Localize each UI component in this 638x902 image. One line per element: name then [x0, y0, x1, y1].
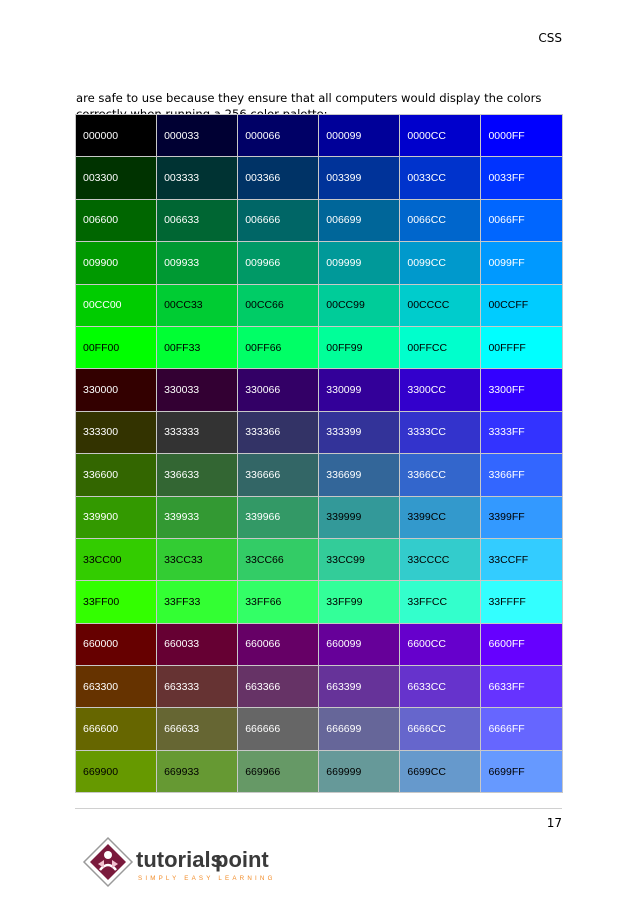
color-swatch-cell: 669999: [319, 750, 400, 792]
color-swatch-cell: 333399: [319, 411, 400, 453]
color-swatch-cell: 6633FF: [481, 666, 562, 708]
color-swatch-cell: 003399: [319, 157, 400, 199]
color-swatch-cell: 663366: [238, 666, 319, 708]
color-swatch-cell: 006633: [157, 199, 238, 241]
color-swatch-cell: 33FF33: [157, 581, 238, 623]
color-swatch-cell: 00CCCC: [400, 284, 481, 326]
color-swatch-cell: 660066: [238, 623, 319, 665]
color-swatch-cell: 33CCCC: [400, 538, 481, 580]
color-swatch-cell: 336666: [238, 454, 319, 496]
color-swatch-cell: 00FF99: [319, 326, 400, 368]
color-swatch-cell: 3366FF: [481, 454, 562, 496]
color-swatch-cell: 33CC33: [157, 538, 238, 580]
color-swatch-cell: 0033FF: [481, 157, 562, 199]
color-swatch-cell: 6666CC: [400, 708, 481, 750]
color-swatch-cell: 660099: [319, 623, 400, 665]
color-swatch-cell: 339900: [76, 496, 157, 538]
color-swatch-cell: 336699: [319, 454, 400, 496]
color-swatch-cell: 663333: [157, 666, 238, 708]
color-swatch-cell: 00FF66: [238, 326, 319, 368]
footer-rule: [75, 808, 562, 809]
color-swatch-cell: 000033: [157, 115, 238, 157]
color-swatch-cell: 666633: [157, 708, 238, 750]
color-swatch-cell: 33FF99: [319, 581, 400, 623]
color-swatch-cell: 0033CC: [400, 157, 481, 199]
palette-row: [76, 581, 563, 623]
color-swatch-cell: 00FFCC: [400, 326, 481, 368]
palette-row: [76, 538, 563, 580]
color-swatch-cell: 3366CC: [400, 454, 481, 496]
color-swatch-cell: 669900: [76, 750, 157, 792]
color-palette-table: [75, 114, 563, 793]
color-swatch-cell: 33CC66: [238, 538, 319, 580]
color-swatch-cell: 0066FF: [481, 199, 562, 241]
color-swatch-cell: 0099CC: [400, 242, 481, 284]
color-swatch-cell: 6600FF: [481, 623, 562, 665]
color-swatch-cell: 33FF66: [238, 581, 319, 623]
color-swatch-cell: 339966: [238, 496, 319, 538]
color-swatch-cell: 666600: [76, 708, 157, 750]
color-swatch-cell: 336600: [76, 454, 157, 496]
page-number: 17: [546, 816, 562, 830]
palette-row: [76, 242, 563, 284]
logo-brand-secondary: point: [215, 847, 269, 872]
color-swatch-cell: 33CC99: [319, 538, 400, 580]
color-swatch-cell: 330033: [157, 369, 238, 411]
color-swatch-cell: 3300FF: [481, 369, 562, 411]
palette-row: [76, 157, 563, 199]
palette-row: [76, 284, 563, 326]
color-swatch-cell: 6699CC: [400, 750, 481, 792]
palette-row: [76, 115, 563, 157]
color-swatch-cell: 0066CC: [400, 199, 481, 241]
color-swatch-cell: 336633: [157, 454, 238, 496]
color-swatch-cell: 660033: [157, 623, 238, 665]
logo-brand-primary: tutorials: [136, 847, 223, 872]
color-swatch-cell: 33CCFF: [481, 538, 562, 580]
color-swatch-cell: 660000: [76, 623, 157, 665]
color-swatch-cell: 009966: [238, 242, 319, 284]
color-swatch-cell: 3333FF: [481, 411, 562, 453]
color-swatch-cell: 669933: [157, 750, 238, 792]
palette-row: [76, 750, 563, 792]
color-swatch-cell: 330099: [319, 369, 400, 411]
color-swatch-cell: 0000FF: [481, 115, 562, 157]
palette-row: [76, 496, 563, 538]
color-swatch-cell: 3333CC: [400, 411, 481, 453]
color-swatch-cell: 006600: [76, 199, 157, 241]
color-swatch-cell: 009900: [76, 242, 157, 284]
palette-row: [76, 369, 563, 411]
color-swatch-cell: 00CCFF: [481, 284, 562, 326]
color-swatch-cell: 6600CC: [400, 623, 481, 665]
color-swatch-cell: 00CC66: [238, 284, 319, 326]
color-swatch-cell: 0000CC: [400, 115, 481, 157]
palette-row: [76, 454, 563, 496]
tutorialspoint-logo: [80, 834, 280, 890]
color-swatch-cell: 00FFFF: [481, 326, 562, 368]
color-swatch-cell: 3399CC: [400, 496, 481, 538]
palette-row: [76, 623, 563, 665]
color-swatch-cell: 000099: [319, 115, 400, 157]
color-swatch-cell: 33CC00: [76, 538, 157, 580]
color-swatch-cell: 33FFCC: [400, 581, 481, 623]
color-swatch-cell: 333333: [157, 411, 238, 453]
color-swatch-cell: 663399: [319, 666, 400, 708]
running-header-title: CSS: [538, 31, 562, 45]
color-swatch-cell: 330000: [76, 369, 157, 411]
color-swatch-cell: 6666FF: [481, 708, 562, 750]
color-swatch-cell: 00CC99: [319, 284, 400, 326]
color-swatch-cell: 663300: [76, 666, 157, 708]
color-swatch-cell: 339933: [157, 496, 238, 538]
palette-row: [76, 666, 563, 708]
color-swatch-cell: 003300: [76, 157, 157, 199]
color-swatch-cell: 33FFFF: [481, 581, 562, 623]
color-swatch-cell: 003333: [157, 157, 238, 199]
logo-tagline: SIMPLY EASY LEARNING: [138, 875, 276, 882]
color-swatch-cell: 3300CC: [400, 369, 481, 411]
color-swatch-cell: 00FF33: [157, 326, 238, 368]
color-swatch-cell: 669966: [238, 750, 319, 792]
color-swatch-cell: 6633CC: [400, 666, 481, 708]
color-swatch-cell: 006699: [319, 199, 400, 241]
color-swatch-cell: 003366: [238, 157, 319, 199]
color-swatch-cell: 333366: [238, 411, 319, 453]
color-swatch-cell: 33FF00: [76, 581, 157, 623]
palette-row: [76, 708, 563, 750]
color-swatch-cell: 339999: [319, 496, 400, 538]
logo-mark-icon: [84, 838, 132, 886]
color-swatch-cell: 333300: [76, 411, 157, 453]
color-swatch-cell: 666699: [319, 708, 400, 750]
color-swatch-cell: 00CC00: [76, 284, 157, 326]
color-swatch-cell: 00FF00: [76, 326, 157, 368]
color-swatch-cell: 00CC33: [157, 284, 238, 326]
color-swatch-cell: 3399FF: [481, 496, 562, 538]
palette-row: [76, 326, 563, 368]
color-swatch-cell: 666666: [238, 708, 319, 750]
color-swatch-cell: 0099FF: [481, 242, 562, 284]
color-swatch-cell: 000000: [76, 115, 157, 157]
color-swatch-cell: 006666: [238, 199, 319, 241]
color-swatch-cell: 6699FF: [481, 750, 562, 792]
intro-paragraph: are safe to use because they ensure that all computers would display the colors: [76, 90, 542, 105]
color-swatch-cell: 000066: [238, 115, 319, 157]
color-swatch-cell: 009999: [319, 242, 400, 284]
palette-row: [76, 199, 563, 241]
color-swatch-cell: 009933: [157, 242, 238, 284]
color-swatch-cell: 330066: [238, 369, 319, 411]
palette-row: [76, 411, 563, 453]
